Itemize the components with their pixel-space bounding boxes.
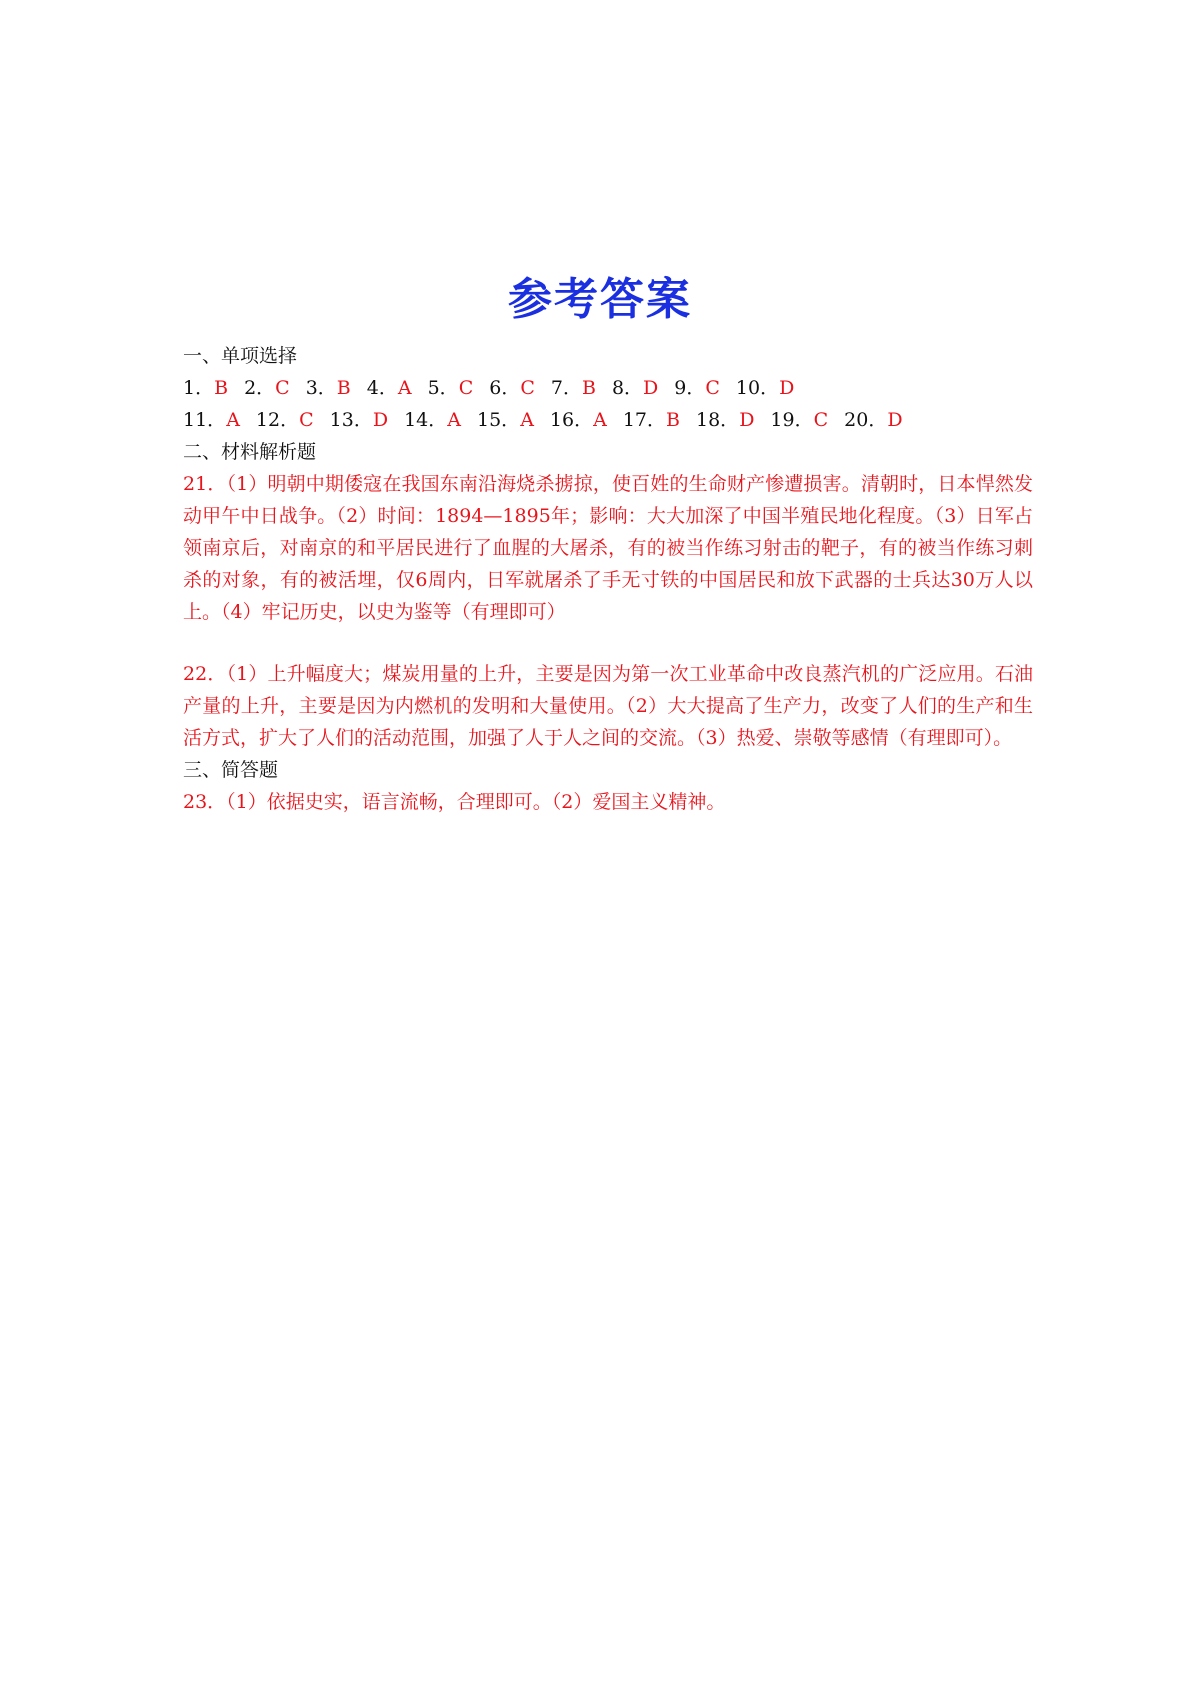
mcq-item: 20．D <box>844 409 903 431</box>
answer-letter: C <box>299 409 314 431</box>
mcq-row-2 <box>183 404 1043 436</box>
answer-23: 23．（1）依据史实，语言流畅，合理即可。（2）爱国主义精神。 <box>183 791 726 813</box>
mcq-row-1 <box>183 372 1043 404</box>
answer-letter: B <box>666 409 680 431</box>
answer-letter: D <box>643 377 659 399</box>
mcq-item: 9．C <box>674 377 720 399</box>
mcq-item: 18．D <box>696 409 755 431</box>
answer-letter: A <box>447 409 461 431</box>
answer-letter: D <box>739 409 755 431</box>
mcq-item: 6．C <box>489 377 535 399</box>
mcq-item: 7．B <box>550 377 596 399</box>
mcq-item: 12．C <box>255 409 314 431</box>
mcq-item: 8．D <box>611 377 659 399</box>
answer-letter: A <box>593 409 607 431</box>
mcq-item: 1．B <box>183 377 229 399</box>
answer-content <box>183 340 1043 818</box>
answer-letter: A <box>397 377 412 399</box>
mcq-item: 17．B <box>622 409 680 431</box>
answer-letter: D <box>779 377 795 399</box>
answer-letter: B <box>581 377 596 399</box>
page-title: 参考答案 <box>508 274 692 325</box>
answer-letter: D <box>887 409 903 431</box>
answer-letter: C <box>275 377 290 399</box>
mcq-item: 3．B <box>305 377 351 399</box>
answer-letter: B <box>214 377 229 399</box>
mcq-item: 11．A <box>183 409 240 431</box>
section-heading-mcq: 一、单项选择 <box>183 345 298 367</box>
spacer <box>183 628 1043 658</box>
mcq-item: 16．A <box>549 409 607 431</box>
section-heading-short: 三、简答题 <box>183 759 279 781</box>
answer-21: 21．（1）明朝中期倭寇在我国东南沿海烧杀掳掠，使百姓的生命财产惨遭损害。清朝时，日本悍然发动甲午中日战争。（2）时间：1894—1895年；影响：大大加深了中国半殖民地化程度。（3）日军占领南京后，对南京的和平居民进行了血腥的大屠杀，有的被当作练习射击的靶子，有的被当作练习刺杀的对象，有的被活埋，仅6周内，日军就屠杀了手无寸铁的中国居民和放下武器的士兵达30万人以上。（4）牢记历史，以史为鉴等（有理即可） <box>183 473 1033 623</box>
answer-letter: D <box>372 409 389 431</box>
mcq-item: 13．D <box>329 409 389 431</box>
answer-22: 22．（1）上升幅度大；煤炭用量的上升，主要是因为第一次工业革命中改良蒸汽机的广泛应用。石油产量的上升，主要是因为内燃机的发明和大量使用。（2）大大提高了生产力，改变了人们的生产和生活方式，扩大了人们的活动范围，加强了人于人之间的交流。（3）热爱、崇敬等感情（有理即可）。 <box>183 663 1033 749</box>
mcq-item: 15．A <box>477 409 534 431</box>
answer-letter: C <box>705 377 720 399</box>
answer-letter: B <box>336 377 351 399</box>
mcq-item: 2．C <box>244 377 290 399</box>
mcq-item: 14．A <box>404 409 461 431</box>
mcq-item: 4．A <box>366 377 412 399</box>
mcq-item: 19．C <box>770 409 829 431</box>
section-heading-material: 二、材料解析题 <box>183 441 317 463</box>
answer-letter: A <box>226 409 240 431</box>
answer-letter: C <box>813 409 829 431</box>
answer-letter: A <box>520 409 534 431</box>
answer-letter: C <box>520 377 535 399</box>
mcq-item: 10．D <box>735 377 795 399</box>
mcq-item: 5．C <box>427 377 474 399</box>
answer-letter: C <box>458 377 474 399</box>
